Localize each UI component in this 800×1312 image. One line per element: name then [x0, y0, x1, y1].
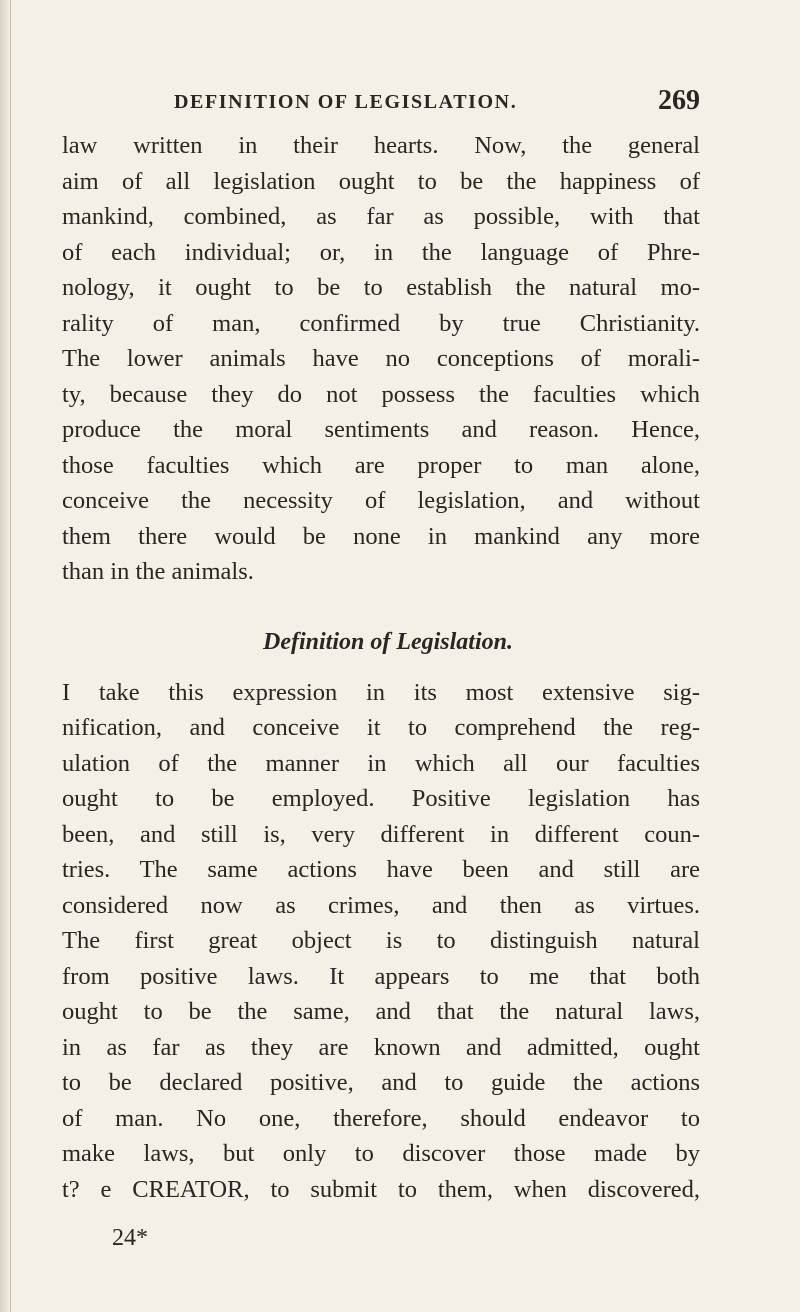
page-left-edge: [0, 0, 9, 1312]
text-line: in as far as they are known and admitted, ought: [62, 1033, 700, 1061]
text-line: ought to be the same, and that the natural laws,: [62, 998, 700, 1025]
text-line: rality of man, confirmed by true Christianity.: [62, 309, 700, 337]
text-line: law written in their hearts. Now, the general: [62, 132, 700, 159]
section-heading: Definition of Legislation.: [262, 628, 513, 655]
text-line: The first great object is to distinguish natural: [62, 927, 700, 954]
text-line: mankind, combined, as far as possible, with that: [62, 203, 700, 230]
page-header: [62, 85, 700, 121]
text-line: than in the animals.: [62, 558, 254, 585]
text-line: I take this expression in its most extensive sig-: [62, 678, 700, 706]
paragraph-1: [62, 128, 700, 590]
text-line: considered now as crimes, and then as virtues.: [62, 891, 700, 919]
page-body: [62, 128, 700, 1207]
text-line: aim of all legislation ought to be the happiness of: [62, 167, 700, 195]
text-line: t? e CREATOR, to submit to them, when discovered,: [62, 1175, 700, 1203]
text-line: nology, it ought to be to establish the natural mo-: [62, 274, 700, 301]
text-line: The lower animals have no conceptions of morali-: [62, 345, 700, 372]
text-line: nification, and conceive it to comprehend the reg-: [62, 714, 700, 741]
text-line: produce the moral sentiments and reason. Hence,: [62, 416, 700, 443]
text-line: conceive the necessity of legislation, and without: [62, 487, 700, 514]
page-number: 269: [658, 85, 700, 116]
text-line: tries. The same actions have been and still are: [62, 856, 700, 883]
paragraph-2: [62, 675, 700, 1208]
text-line: of man. No one, therefore, should endeavor to: [62, 1104, 700, 1132]
text-line: of each individual; or, in the language of Phre-: [62, 238, 700, 266]
text-line: them there would be none in mankind any more: [62, 522, 700, 550]
text-line: to be declared positive, and to guide the actions: [62, 1069, 700, 1096]
text-line: ty, because they do not possess the faculties which: [62, 380, 700, 408]
signature-mark: 24*: [112, 1225, 148, 1251]
text-line: ulation of the manner in which all our faculties: [62, 749, 700, 777]
page-spine-line: [10, 0, 11, 1312]
text-line: been, and still is, very different in different coun-: [62, 820, 700, 848]
running-title: DEFINITION OF LEGISLATION.: [174, 91, 518, 113]
text-line: make laws, but only to discover those made by: [62, 1140, 700, 1167]
text-line: those faculties which are proper to man alone,: [62, 451, 700, 479]
text-line: ought to be employed. Positive legislation has: [62, 785, 700, 812]
text-line: from positive laws. It appears to me that both: [62, 962, 700, 990]
